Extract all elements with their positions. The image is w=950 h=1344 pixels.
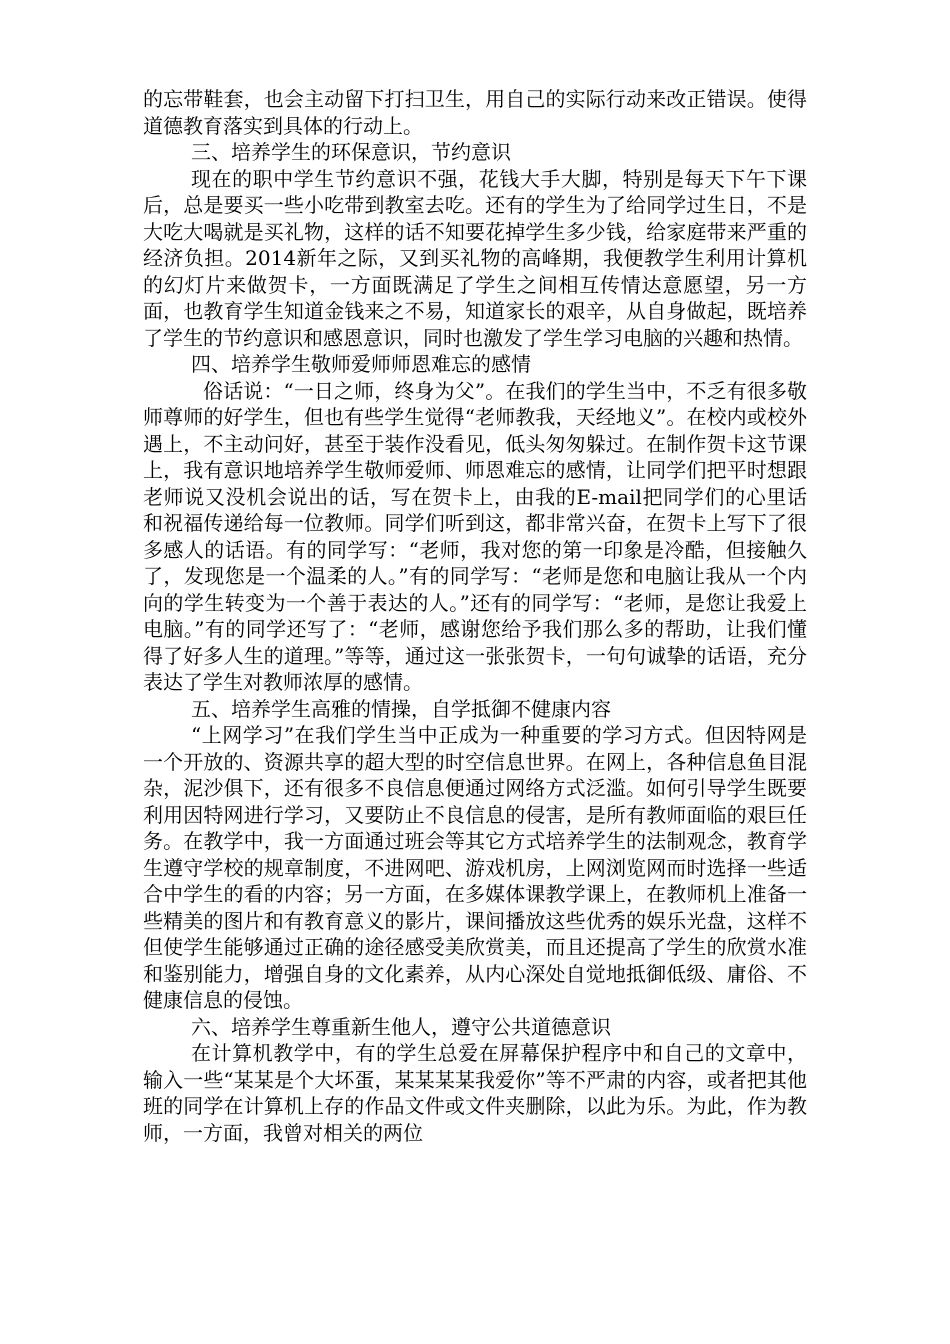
paragraph-continuation: 的忘带鞋套，也会主动留下打扫卫生，用自己的实际行动来改正错误。使得道德教育落实到具体的行动上。 xyxy=(143,87,807,138)
document-body xyxy=(143,86,807,1146)
section-heading-6: 六、培养学生尊重新生他人，遵守公共道德意识 xyxy=(191,1014,611,1039)
paragraph-section-6: 在计算机教学中，有的学生总爱在屏幕保护程序中和自己的文章中，输入一些“某某是个大坏蛋，某某某某我爱你”等不严肃的内容，或者把其他班的同学在计算机上存的作品文件或文件夹删除，以此为乐。为此，作为教师，一方面，我曾对相关的两位 xyxy=(143,1041,807,1145)
section-heading-4: 四、培养学生敬师爱师师恩难忘的感情 xyxy=(191,352,531,376)
paragraph-section-4: 俗话说：“一日之师，终身为父”。在我们的学生当中，不乏有很多敬师尊师的好学生，但也有些学生觉得“老师教我，天经地义”。在校内或校外遇上，不主动问好，甚至于装作没看见，低头匆匆躲过。在制作贺卡这节课上，我有意识地培养学生敬师爱师、师恩难忘的感情，让同学们把平时想跟老师说又没机会说出的话，写在贺卡上，由我的E-mail把同学们的心里话和祝福传递给每一位教师。同学们听到这，都非常兴奋，在贺卡上写下了很多感人的话语。有的同学写：“老师，我对您的第一印象是冷酷，但接触久了，发现您是一个温柔的人。”有的同学写：“老师是您和电脑让我从一个内向的学生转变为一个善于表达的人。”还有的同学写：“老师，是您让我爱上电脑。”有的同学还写了：“老师，感谢您给予我们那么多的帮助，让我们懂得了好多人生的道理。”等等，通过这一张张贺卡，一句句诚挚的话语，充分表达了学生对教师浓厚的感情。 xyxy=(143,378,807,694)
paragraph-section-5: “上网学习”在我们学生当中正成为一种重要的学习方式。但因特网是一个开放的、资源共享的超大型的时空信息世界。在网上，各种信息鱼目混杂，泥沙俱下，还有很多不良信息便通过网络方式泛滥。如何引导学生既要利用因特网进行学习，又要防止不良信息的侵害，是所有教师面临的艰巨任务。在教学中，我一方面通过班会等其它方式培养学生的法制观念，教育学生遵守学校的规章制度，不进网吧、游戏机房，上网浏览网而时选择一些适合中学生的看的内容；另一方面，在多媒体课教学课上，在教师机上准备一些精美的图片和有教育意义的影片，课间播放这些优秀的娱乐光盘，这样不但使学生能够通过正确的途径感受美欣赏美，而且还提高了学生的欣赏水准和鉴别能力，增强自身的文化素养，从内心深处自觉地抵御低级、庸俗、不健康信息的侵蚀。 xyxy=(143,723,807,1012)
section-heading-5: 五、培养学生高雅的情操，自学抵御不健康内容 xyxy=(191,696,611,721)
section-heading-3: 三、培养学生的环保意识，节约意识 xyxy=(191,140,511,164)
paragraph-section-3: 现在的职中学生节约意识不强，花钱大手大脚，特别是每天下午下课后，总是要买一些小吃带到教室去吃。还有的学生为了给同学过生日，不是大吃大喝就是买礼物，这样的话不知要花掉学生多少钱，给家庭带来严重的经济负担。2014新年之际，又到买礼物的高峰期，我便教学生利用计算机的幻灯片来做贺卡，一方面既满足了学生之间相互传情达意愿望，另一方面，也教育学生知道金钱来之不易，知道家长的艰辛，从自身做起，既培养了学生的节约意识和感恩意识，同时也激发了学生学习电脑的兴趣和热情。 xyxy=(143,166,807,350)
